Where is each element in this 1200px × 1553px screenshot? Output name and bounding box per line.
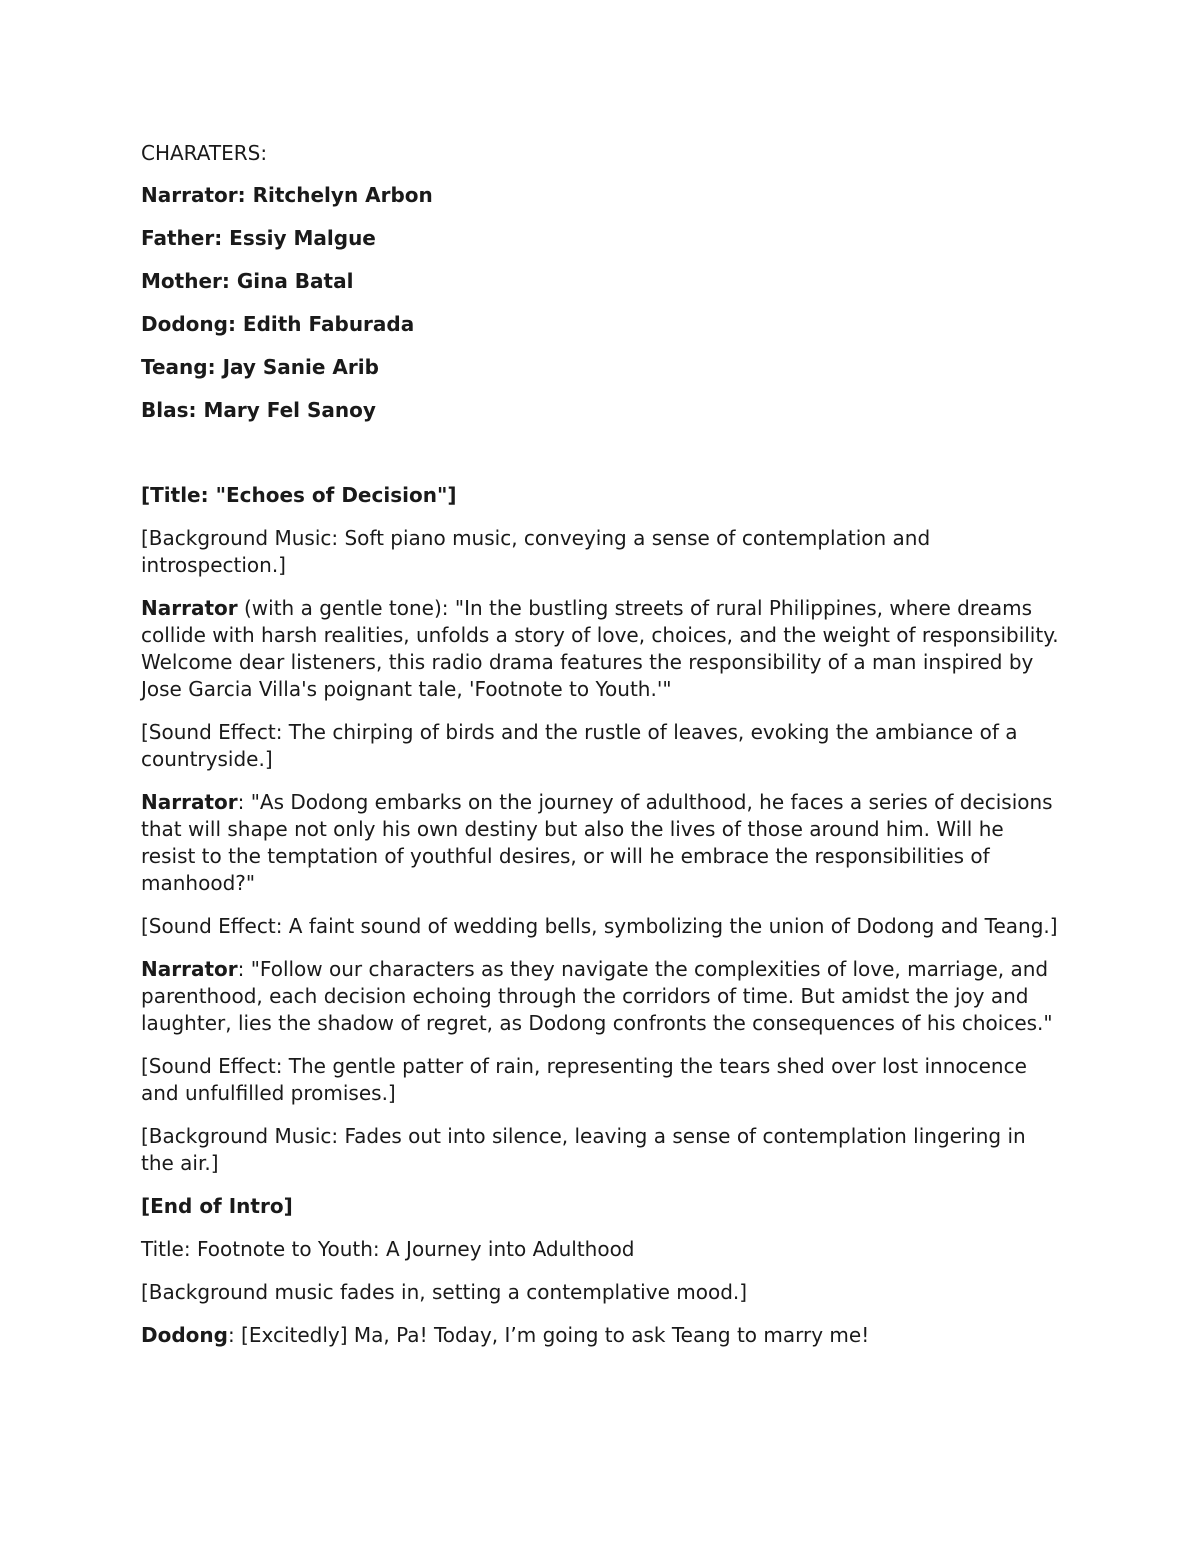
cast-blas: Blas: Mary Fel Sanoy [141,398,376,422]
dialogue-text: (with a gentle tone): "In the bustling streets of rural Philippines, where dreams collide with harsh realities, unfolds a story of love, choices, and the weight of responsibility. Welcome dear listeners, this radio drama features the responsibility of a man inspired by Jose Garcia Villa's poignant tale, 'Footnote to Youth.'" [141,596,1059,701]
cast-narrator: Narrator: Ritchelyn Arbon [141,183,433,207]
speaker-label: Narrator [141,790,238,814]
bg-music-outro: [Background Music: Fades out into silence, leaving a sense of contemplation lingering in the air.] [141,1124,1026,1175]
characters-heading: CHARATERS: [141,141,268,165]
bg-music-fades-in: [Background music fades in, setting a contemplative mood.] [141,1280,748,1304]
dialogue-text: : "As Dodong embarks on the journey of adulthood, he faces a series of decisions that will shape not only his own destiny but also the lives of those around him. Will he resist to the temptation of youthful desires, or will he embrace the responsibilities of manhood?" [141,790,1053,895]
document-page [141,140,1061,1365]
story-title: Title: Footnote to Youth: A Journey into Adulthood [141,1237,635,1261]
cast-teang: Teang: Jay Sanie Arib [141,355,379,379]
dialogue-text: : "Follow our characters as they navigate the complexities of love, marriage, and parenthood, each decision echoing through the corridors of time. But amidst the joy and laughter, lies the shadow of regret, as Dodong confronts the consequences of his choices." [141,957,1053,1035]
dialogue-text: : [Excitedly] Ma, Pa! Today, I’m going to ask Teang to marry me! [227,1323,870,1347]
dodong-line-1 [141,1322,1061,1349]
title-line: [Title: "Echoes of Decision"] [141,483,457,507]
bg-music-intro: [Background Music: Soft piano music, conveying a sense of contemplation and introspection.] [141,526,931,577]
sound-effect-2: [Sound Effect: A faint sound of wedding bells, symbolizing the union of Dodong and Teang.] [141,914,1058,938]
narrator-line-1 [141,595,1061,703]
narrator-line-3 [141,956,1061,1037]
speaker-label: Narrator [141,957,238,981]
cast-dodong: Dodong: Edith Faburada [141,312,415,336]
cast-mother: Mother: Gina Batal [141,269,354,293]
sound-effect-1: [Sound Effect: The chirping of birds and the rustle of leaves, evoking the ambiance of a countryside.] [141,720,1018,771]
spacer [141,440,1061,482]
end-of-intro: [End of Intro] [141,1194,293,1218]
speaker-label: Narrator [141,596,238,620]
cast-father: Father: Essiy Malgue [141,226,376,250]
sound-effect-3: [Sound Effect: The gentle patter of rain, representing the tears shed over lost innocence and unfulfilled promises.] [141,1054,1027,1105]
speaker-label: Dodong [141,1323,228,1347]
narrator-line-2 [141,789,1061,897]
